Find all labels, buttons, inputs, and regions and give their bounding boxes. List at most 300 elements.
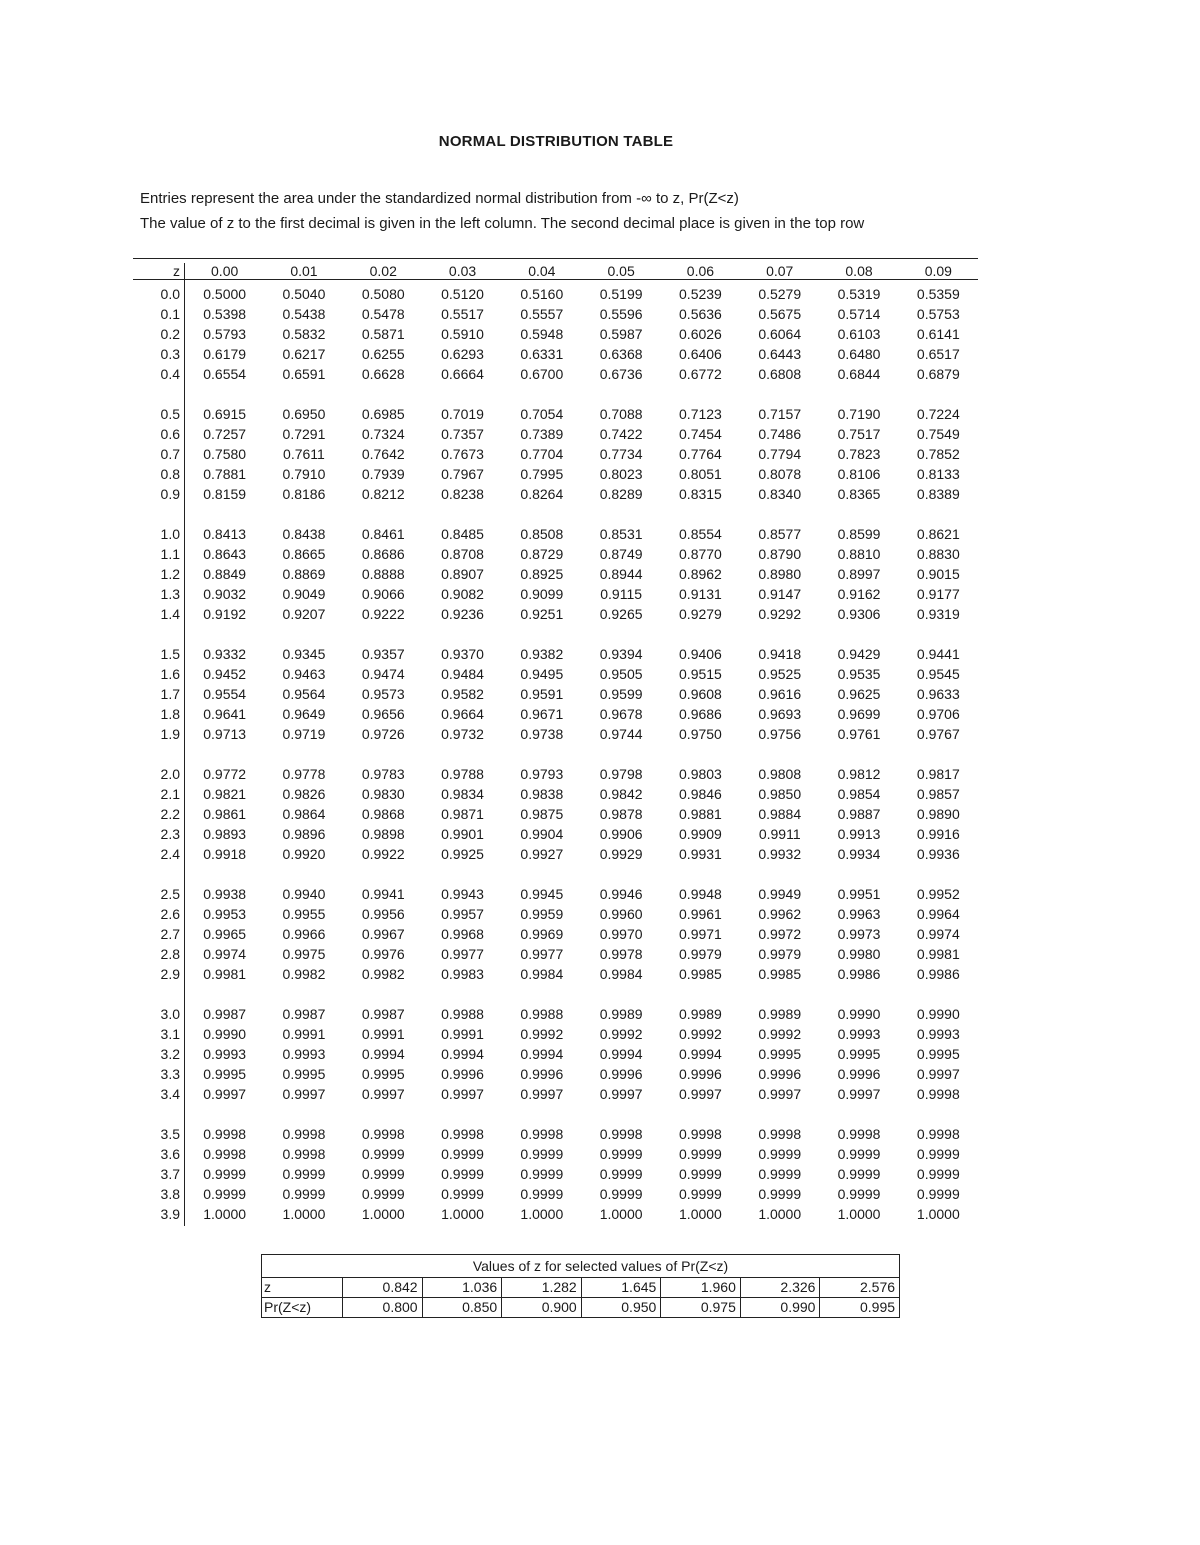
z-value: 0.1 [160,306,180,322]
table-cell: 0.9319 [916,606,960,622]
table-row [185,1124,978,1144]
table-cell: 0.9418 [758,646,802,662]
table-cell: 0.9633 [916,686,960,702]
table-cell: 0.5675 [758,306,802,322]
z-value: 1.6 [160,666,180,682]
intro-line-2: The value of z to the first decimal is given in the left column. The second decimal place is given in the top row [140,215,865,232]
table-row [185,664,978,684]
table-cell: 0.9999 [441,1166,484,1182]
table-cell: 0.8665 [282,546,326,562]
table-row [185,1204,978,1224]
table-cell: 0.9999 [599,1146,643,1162]
table-row [185,644,978,664]
z-value: 1.1 [160,546,180,562]
table-cell: 0.9997 [361,1086,405,1102]
table-cell: 0.9979 [758,946,802,962]
table-cell: 0.9999 [203,1186,247,1202]
table-cell: 0.8106 [837,466,881,482]
table-cell: 0.9980 [837,946,881,962]
table-cell: 0.9985 [758,966,802,982]
table-cell: 0.9982 [361,966,405,982]
table-cell: 0.9916 [916,826,960,842]
table-cell: 0.9441 [916,646,960,662]
table-cell: 0.5987 [599,326,643,342]
table-cell: 0.9997 [520,1086,564,1102]
z-value: 3.0 [160,1006,180,1022]
table-cell: 0.6443 [758,346,802,362]
table-cell: 0.6255 [361,346,405,362]
table-cell: 0.9993 [282,1046,326,1062]
selected-p-value: 0.975 [661,1298,741,1317]
column-header: 0.07 [766,263,794,279]
z-value: 1.8 [160,706,180,722]
table-row [185,784,978,804]
table-cell: 0.8023 [599,466,643,482]
table-cell: 0.9838 [520,786,564,802]
z-value: 2.5 [160,886,180,902]
table-cell: 0.9997 [441,1086,484,1102]
table-cell: 0.9972 [758,926,802,942]
table-cell: 0.9918 [203,846,247,862]
table-cell: 0.8554 [679,526,722,542]
table-cell: 0.9999 [758,1186,802,1202]
table-cell: 0.9998 [679,1126,722,1142]
table-cell: 0.9999 [916,1186,960,1202]
table-row [185,1044,978,1064]
table-cell: 0.9788 [441,766,484,782]
table-cell: 0.9965 [203,926,247,942]
z-value: 2.6 [160,906,180,922]
table-cell: 0.9207 [282,606,326,622]
table-cell: 0.9370 [441,646,484,662]
z-value: 0.7 [160,446,180,462]
table-cell: 0.9564 [282,686,326,702]
table-cell: 0.9999 [282,1186,326,1202]
table-cell: 0.9999 [361,1166,405,1182]
table-cell: 0.9744 [599,726,643,742]
table-cell: 0.9961 [679,906,722,922]
table-cell: 0.6103 [837,326,881,342]
table-cell: 0.8365 [837,486,881,502]
table-cell: 0.9997 [758,1086,802,1102]
selected-z-row [262,1278,899,1297]
table-cell: 0.9265 [599,606,643,622]
table-cell: 0.9999 [441,1186,484,1202]
table-cell: 0.5398 [203,306,247,322]
table-cell: 0.9177 [916,586,960,602]
table-cell: 0.9821 [203,786,247,802]
table-cell: 0.9772 [203,766,247,782]
table-cell: 0.9988 [520,1006,564,1022]
table-cell: 0.8849 [203,566,247,582]
z-value: 2.2 [160,806,180,822]
table-cell: 0.9115 [600,586,643,602]
table-cell: 0.9995 [282,1066,326,1082]
table-cell: 0.9996 [679,1066,722,1082]
table-cell: 0.9994 [520,1046,564,1062]
table-cell: 0.9977 [441,946,484,962]
table-cell: 0.9726 [361,726,405,742]
table-cell: 0.9964 [916,906,960,922]
table-cell: 0.7673 [441,446,484,462]
table-cell: 0.9778 [282,766,326,782]
table-cell: 0.9992 [599,1026,643,1042]
table-cell: 0.5120 [441,286,484,302]
table-cell: 0.7088 [599,406,643,422]
table-cell: 0.9904 [520,826,564,842]
table-cell: 0.8133 [916,466,960,482]
table-cell: 0.5359 [916,286,960,302]
table-cell: 0.9998 [361,1126,405,1142]
table-cell: 0.9976 [361,946,405,962]
table-cell: 0.5753 [916,306,960,322]
table-cell: 0.9986 [916,966,960,982]
selected-z-value: 1.645 [582,1278,662,1297]
table-cell: 0.9881 [679,806,722,822]
table-cell: 1.0000 [599,1206,643,1222]
table-cell: 0.5871 [361,326,405,342]
table-cell: 0.8508 [520,526,564,542]
table-cell: 0.7823 [837,446,881,462]
table-cell: 0.9998 [758,1126,802,1142]
table-cell: 0.8186 [282,486,326,502]
table-cell: 0.8830 [916,546,960,562]
table-cell: 0.9997 [837,1086,881,1102]
table-row [185,1024,978,1044]
table-cell: 0.5040 [282,286,326,302]
table-cell: 0.5596 [599,306,643,322]
table-cell: 0.9974 [916,926,960,942]
table-cell: 0.9997 [916,1066,960,1082]
table-cell: 0.9535 [837,666,881,682]
table-cell: 0.6844 [837,366,881,382]
z-value: 3.6 [160,1146,180,1162]
table-cell: 0.9898 [361,826,405,842]
table-cell: 0.7734 [599,446,643,462]
z-value: 2.8 [160,946,180,962]
column-header: 0.09 [924,263,952,279]
table-cell: 0.9979 [679,946,722,962]
table-cell: 0.9484 [441,666,484,682]
table-row [185,824,978,844]
table-cell: 0.8907 [441,566,484,582]
table-cell: 0.9971 [679,926,722,942]
selected-z-value: 2.576 [860,1279,896,1295]
table-cell: 0.7454 [679,426,722,442]
table-cell: 0.7642 [361,446,405,462]
table-row [185,444,978,464]
table-cell: 0.6700 [520,366,564,382]
table-cell: 0.8686 [361,546,405,562]
table-cell: 0.9099 [520,586,564,602]
selected-z-values [343,1278,899,1297]
table-cell: 0.8340 [758,486,802,502]
table-cell: 0.9966 [282,926,326,942]
table-cell: 0.9864 [282,806,326,822]
table-cell: 0.9981 [916,946,960,962]
table-cell: 0.9987 [203,1006,247,1022]
table-cell: 0.9861 [203,806,247,822]
table-cell: 0.9713 [203,726,247,742]
table-cell: 0.9846 [679,786,722,802]
table-cell: 0.9896 [282,826,326,842]
table-cell: 0.6026 [679,326,722,342]
table-cell: 0.9962 [758,906,802,922]
table-cell: 0.8869 [282,566,326,582]
table-cell: 0.7054 [520,406,564,422]
table-cell: 0.9545 [916,666,960,682]
z-value: 2.7 [160,926,180,942]
table-cell: 0.9834 [441,786,484,802]
z-value: 1.0 [160,526,180,542]
table-cell: 0.6664 [441,366,484,382]
column-header: 0.02 [369,263,397,279]
z-value: 3.9 [160,1206,180,1222]
table-cell: 0.8438 [282,526,326,542]
table-row [185,964,978,984]
table-cell: 0.9868 [361,806,405,822]
table-cell: 0.9452 [203,666,247,682]
table-cell: 0.8599 [837,526,881,542]
table-cell: 0.9505 [599,666,643,682]
table-cell: 0.6808 [758,366,802,382]
table-cell: 0.9994 [599,1046,643,1062]
table-cell: 1.0000 [916,1206,960,1222]
table-cell: 0.9875 [520,806,564,822]
selected-p-value: 0.990 [741,1298,821,1317]
table-cell: 0.9995 [916,1046,960,1062]
table-cell: 0.9998 [916,1086,960,1102]
selected-z-value: 1.036 [423,1278,503,1297]
table-cell: 0.5714 [837,306,881,322]
column-header: 0.06 [686,263,715,279]
table-cell: 0.8980 [758,566,802,582]
selected-z-value: 0.842 [343,1278,423,1297]
z-value: 1.5 [160,646,180,662]
selected-z-label: z [262,1278,343,1297]
table-cell: 0.9934 [837,846,881,862]
table-cell: 0.9998 [203,1146,247,1162]
table-cell: 0.5793 [203,326,247,342]
table-cell: 0.5199 [599,286,643,302]
table-cell: 0.9957 [441,906,484,922]
table-cell: 0.9332 [203,646,247,662]
table-row [185,724,978,744]
table-cell: 0.9984 [520,966,564,982]
column-header: 0.00 [211,263,239,279]
z-value: 2.3 [160,826,180,842]
table-row [185,904,978,924]
table-cell: 0.7389 [520,426,564,442]
column-header: 0.04 [528,263,556,279]
table-row [185,1184,978,1204]
table-cell: 0.9988 [441,1006,484,1022]
table-cell: 0.9131 [679,586,722,602]
table-cell: 0.6879 [916,366,960,382]
table-cell: 0.9463 [282,666,326,682]
z-value: 1.9 [160,726,180,742]
value-group [185,764,978,864]
table-cell: 0.9382 [520,646,564,662]
table-cell: 0.9989 [758,1006,802,1022]
table-cell: 0.6985 [361,406,405,422]
table-cell: 0.9987 [361,1006,405,1022]
table-cell: 0.9394 [599,646,643,662]
table-cell: 0.6406 [679,346,722,362]
table-cell: 0.9686 [679,706,722,722]
table-cell: 0.9932 [758,846,802,862]
table-row [185,344,978,364]
table-cell: 0.9066 [361,586,405,602]
table-cell: 0.9842 [599,786,643,802]
table-cell: 0.9222 [361,606,405,622]
table-cell: 0.8289 [599,486,643,502]
table-cell: 0.9999 [837,1166,881,1182]
table-cell: 0.9890 [916,806,960,822]
column-header: 0.01 [290,263,318,279]
table-cell: 0.9978 [599,946,643,962]
table-row [185,1144,978,1164]
table-cell: 0.9649 [282,706,326,722]
table-cell: 0.8051 [679,466,722,482]
table-cell: 0.9625 [837,686,881,702]
table-row [185,564,978,584]
table-cell: 0.8577 [758,526,802,542]
table-cell: 0.9998 [282,1126,326,1142]
table-cell: 0.9292 [758,606,802,622]
column-header: 0.08 [845,263,873,279]
table-cell: 0.9989 [679,1006,722,1022]
table-row [185,604,978,624]
z-group [133,1124,184,1224]
table-cell: 0.9995 [361,1066,405,1082]
table-cell: 0.9999 [520,1166,564,1182]
table-cell: 0.9999 [282,1166,326,1182]
table-cell: 0.7257 [203,426,247,442]
table-cell: 0.8531 [599,526,643,542]
table-cell: 0.6554 [203,366,247,382]
table-cell: 0.6141 [916,326,960,342]
table-cell: 0.9911 [758,826,801,842]
table-cell: 0.9406 [679,646,722,662]
table-cell: 0.9993 [203,1046,247,1062]
table-cell: 0.9993 [837,1026,881,1042]
z-group [133,884,184,984]
table-row [185,684,978,704]
table-cell: 0.6591 [282,366,326,382]
table-cell: 0.6480 [837,346,881,362]
value-group [185,1004,978,1104]
table-cell: 0.9994 [441,1046,484,1062]
table-cell: 0.9922 [361,846,405,862]
table-cell: 0.9515 [679,666,722,682]
table-cell: 0.9671 [520,706,564,722]
table-cell: 0.8729 [520,546,564,562]
table-cell: 0.9998 [837,1126,881,1142]
table-cell: 0.5478 [361,306,405,322]
table-cell: 0.9887 [837,806,881,822]
table-cell: 0.7611 [283,446,325,462]
table-cell: 0.9049 [282,586,326,602]
table-cell: 0.9994 [679,1046,722,1062]
z-value: 1.4 [160,606,180,622]
z-value: 3.5 [160,1126,180,1142]
table-cell: 0.9641 [203,706,247,722]
table-cell: 0.9996 [599,1066,643,1082]
z-group [133,644,184,744]
table-cell: 0.5517 [441,306,484,322]
table-cell: 0.9925 [441,846,484,862]
table-cell: 0.9999 [679,1186,722,1202]
table-cell: 0.5239 [679,286,722,302]
table-cell: 0.9991 [361,1026,405,1042]
table-cell: 0.9761 [837,726,881,742]
table-cell: 0.8770 [679,546,722,562]
table-cell: 0.9732 [441,726,484,742]
intro-line-1: Entries represent the area under the standardized normal distribution from -∞ to z, Pr(Z<z) [140,190,739,207]
table-cell: 1.0000 [758,1206,802,1222]
table-cell: 0.9981 [203,966,247,982]
table-cell: 0.7764 [679,446,722,462]
table-cell: 0.9938 [203,886,247,902]
selected-z-value: 2.326 [741,1278,821,1297]
table-row [185,484,978,504]
z-value: 0.0 [160,286,180,302]
table-cell: 0.7190 [837,406,881,422]
table-cell: 0.9946 [599,886,643,902]
table-cell: 0.9996 [758,1066,802,1082]
table-cell: 0.8997 [837,566,881,582]
table-cell: 0.6517 [916,346,960,362]
table-cell: 0.9830 [361,786,405,802]
table-cell: 0.7019 [441,406,484,422]
table-cell: 1.0000 [679,1206,722,1222]
table-cell: 0.5160 [520,286,564,302]
table-cell: 0.9955 [282,906,326,922]
table-cell: 0.9693 [758,706,802,722]
table-cell: 0.9236 [441,606,484,622]
table-cell: 0.8944 [599,566,643,582]
table-cell: 0.5636 [679,306,722,322]
table-cell: 0.9991 [282,1026,326,1042]
table-cell: 0.7967 [441,466,484,482]
table-cell: 0.9474 [361,666,405,682]
table-cell: 0.9909 [679,826,722,842]
table-header-row [133,258,978,280]
table-cell: 0.9970 [599,926,643,942]
z-value: 1.2 [160,566,180,582]
table-cell: 0.9959 [520,906,564,922]
table-cell: 0.6915 [203,406,247,422]
z-group [133,404,184,504]
table-cell: 0.9756 [758,726,802,742]
z-value: 0.9 [160,486,180,502]
probability-values [185,280,978,1226]
table-cell: 0.9793 [520,766,564,782]
table-cell: 0.5438 [282,306,326,322]
table-cell: 0.5000 [203,286,247,302]
z-value: 3.2 [160,1046,180,1062]
table-cell: 0.9999 [203,1166,247,1182]
table-cell: 0.9999 [916,1166,960,1182]
selected-p-value: 0.995 [860,1299,896,1315]
table-cell: 0.9999 [837,1186,881,1202]
z-value: 0.3 [160,346,180,362]
z-value: 2.9 [160,966,180,982]
table-cell: 0.9573 [361,686,405,702]
column-header: 0.03 [448,263,477,279]
z-value: 0.6 [160,426,180,442]
